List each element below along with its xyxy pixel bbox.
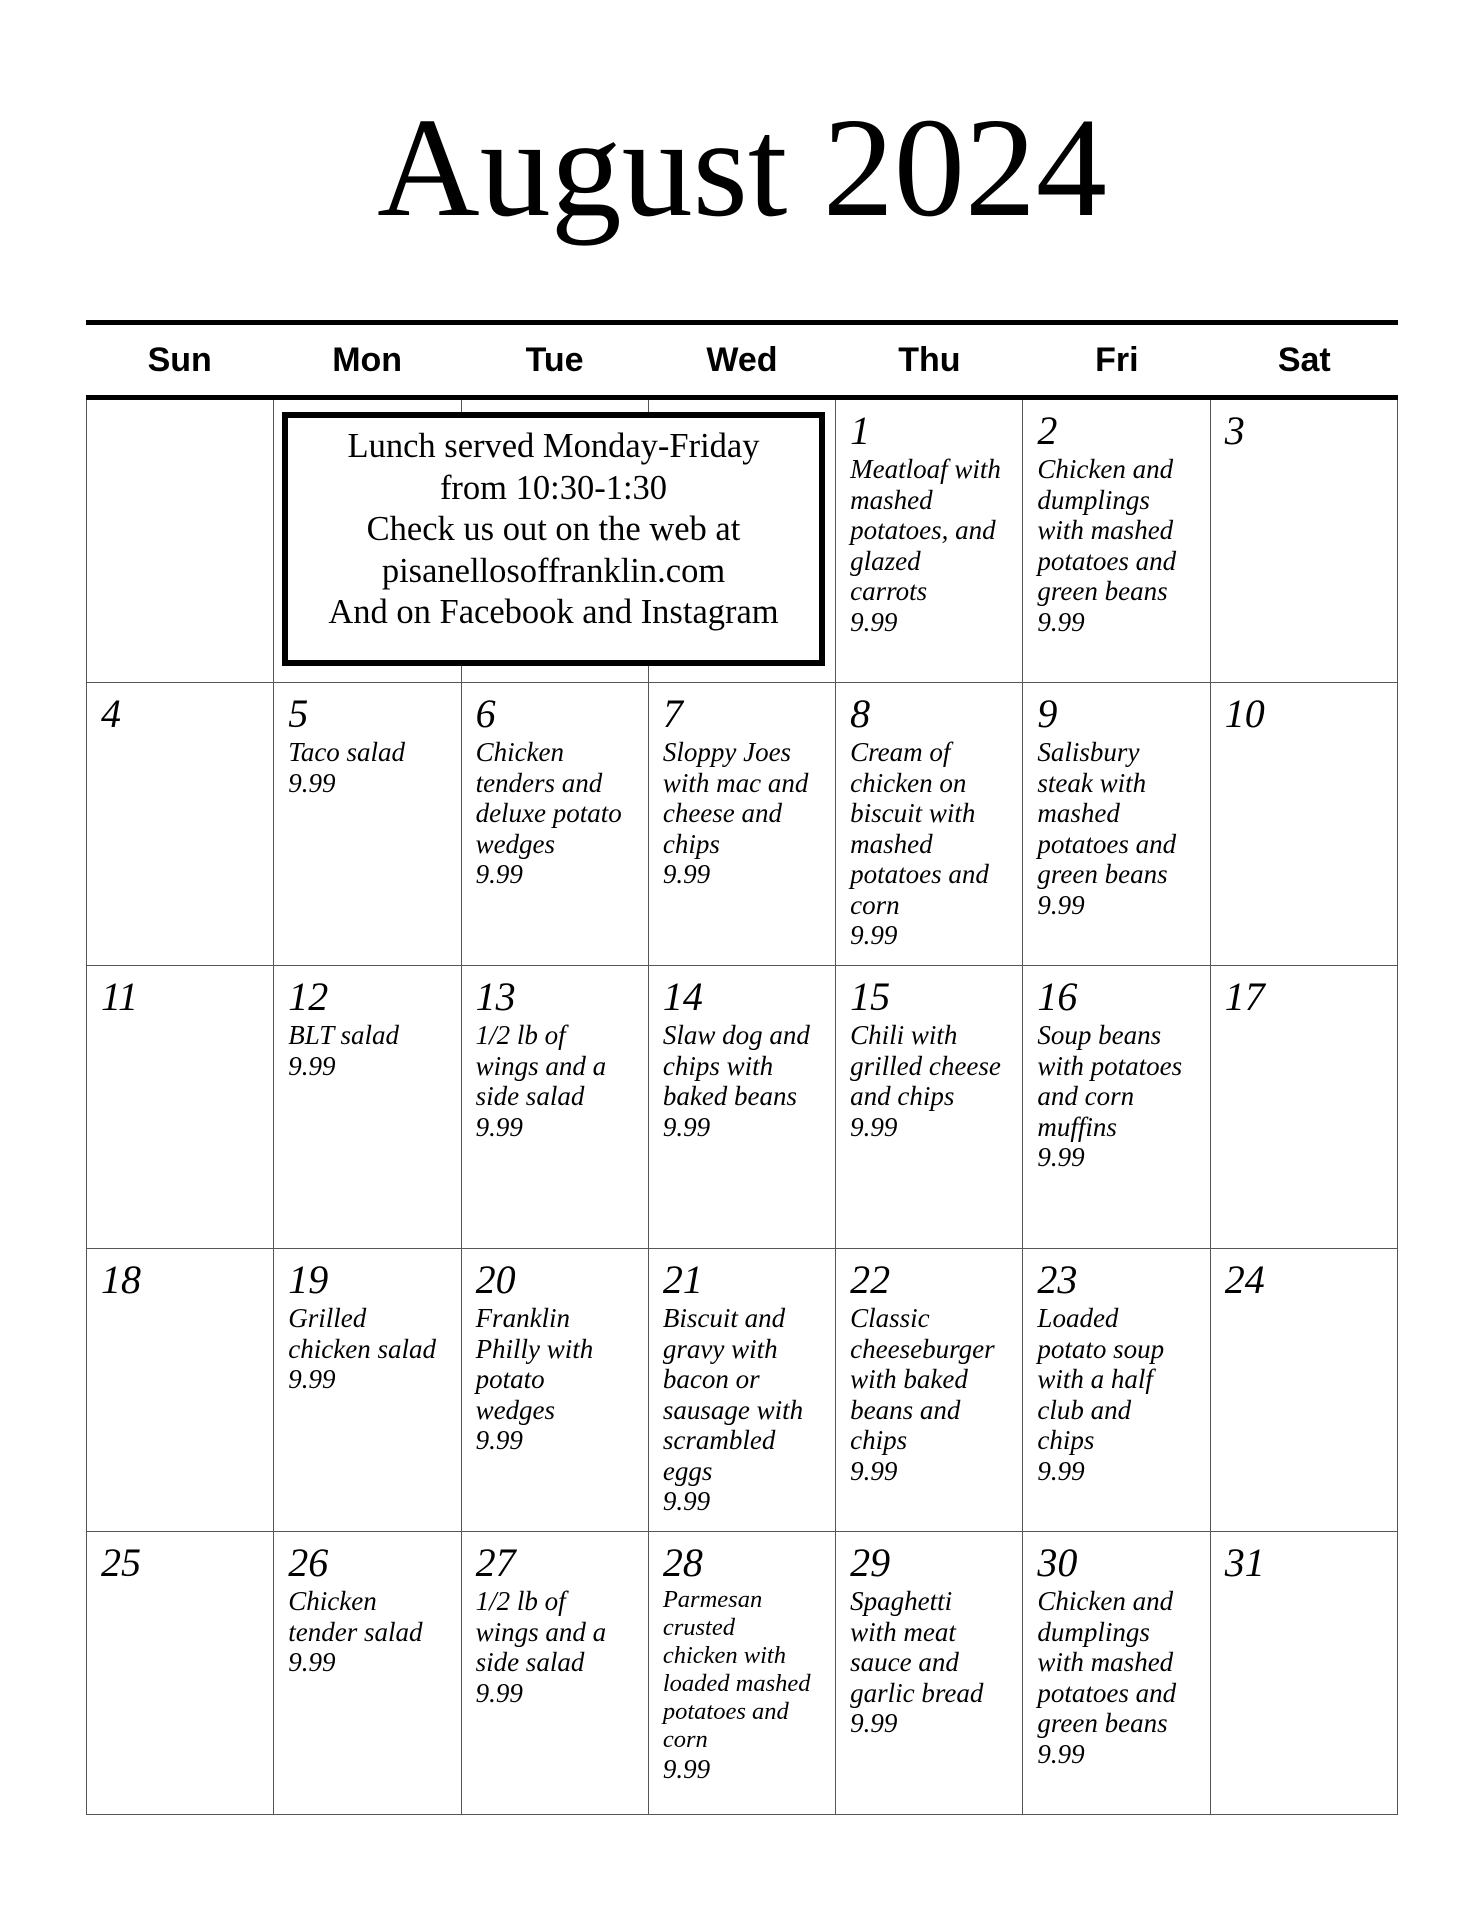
day-number: 2 xyxy=(1037,408,1058,453)
day-cell xyxy=(649,1249,836,1532)
day-number: 3 xyxy=(1224,408,1245,453)
day-cell xyxy=(649,683,836,966)
meal-description: 1/2 lb of wings and a side salad xyxy=(475,1020,607,1111)
meal-price: 9.99 xyxy=(662,859,711,889)
meal-price: 9.99 xyxy=(288,1647,336,1677)
day-number: 15 xyxy=(850,974,891,1019)
meal-description: Chicken tenders and deluxe potato wedges xyxy=(475,737,622,859)
meal-description: Chicken and dumplings with mashed potatoes and green beans xyxy=(1037,1586,1177,1738)
meal-description: Salisbury steak with mashed potatoes and green beans xyxy=(1037,737,1177,889)
meal-description: Franklin Philly with potato wedges xyxy=(475,1303,594,1425)
calendar-grid xyxy=(86,400,1398,1815)
day-cell xyxy=(836,966,1023,1249)
day-cell xyxy=(274,683,461,966)
day-number: 27 xyxy=(475,1540,516,1585)
weekday-sun: Sun xyxy=(147,341,212,379)
meal-price: 9.99 xyxy=(662,1754,711,1784)
day-cell xyxy=(1211,1249,1398,1532)
meal-price: 9.99 xyxy=(850,1111,898,1142)
day-number: 9 xyxy=(1037,691,1058,736)
meal-price: 9.99 xyxy=(1037,606,1085,637)
day-cell xyxy=(1211,966,1398,1249)
notice-website: pisanellosoffranklin.com xyxy=(381,551,726,590)
weekday-sat: Sat xyxy=(1277,341,1331,379)
meal-price: 9.99 xyxy=(288,1050,336,1081)
meal-description: Classic cheeseburger with baked beans and chips xyxy=(850,1303,995,1455)
day-cell xyxy=(649,966,836,1249)
day-number: 22 xyxy=(850,1257,891,1302)
meal-price: 9.99 xyxy=(850,1455,898,1486)
day-number: 12 xyxy=(288,974,329,1019)
meal-price: 9.99 xyxy=(475,859,523,889)
notice-line: And on Facebook and Instagram xyxy=(328,593,779,631)
meal-description: Sloppy Joes with mac and cheese and chips xyxy=(662,737,809,859)
meal-description: BLT salad xyxy=(288,1020,400,1050)
day-number: 10 xyxy=(1224,691,1265,736)
meal-description: Soup beans with potatoes and corn muffins xyxy=(1037,1020,1183,1142)
day-number: 24 xyxy=(1224,1257,1265,1302)
day-cell xyxy=(87,1249,274,1532)
meal-price: 9.99 xyxy=(1037,1738,1085,1769)
day-cell xyxy=(1023,400,1210,683)
meal-price: 9.99 xyxy=(1037,1142,1085,1172)
notice-line: from 10:30-1:30 xyxy=(439,468,668,507)
meal-description: 1/2 lb of wings and a side salad xyxy=(475,1586,607,1677)
page-title: August 2024 xyxy=(377,88,1107,246)
day-cell xyxy=(87,966,274,1249)
meal-price: 9.99 xyxy=(850,920,898,950)
day-number: 19 xyxy=(288,1257,329,1302)
weekday-wed: Wed xyxy=(706,341,778,379)
meal-description: Cream of chicken on biscuit with mashed potatoes and corn xyxy=(850,737,989,920)
day-cell xyxy=(1211,683,1398,966)
weekday-header xyxy=(86,320,1398,400)
day-number: 31 xyxy=(1224,1540,1265,1585)
day-number: 30 xyxy=(1037,1540,1078,1585)
meal-price: 9.99 xyxy=(475,1425,523,1455)
meal-description: Loaded potato soup with a half club and chips xyxy=(1037,1303,1165,1455)
day-number: 11 xyxy=(101,974,139,1019)
weekday-mon: Mon xyxy=(332,341,403,379)
meal-description: Chili with grilled cheese and chips xyxy=(850,1020,1001,1111)
meal-description: Parmesan crusted chicken with loaded mashed potatoes and corn xyxy=(662,1586,811,1753)
day-cell xyxy=(87,683,274,966)
meal-description: Chicken and dumplings with mashed potatoes and green beans xyxy=(1037,454,1177,606)
day-number: 20 xyxy=(475,1257,516,1302)
day-number: 23 xyxy=(1037,1257,1078,1302)
day-number: 7 xyxy=(662,691,683,736)
weekday-fri: Fri xyxy=(1095,341,1139,379)
meal-price: 9.99 xyxy=(288,767,336,798)
day-number: 14 xyxy=(662,974,703,1019)
day-cell xyxy=(836,1249,1023,1532)
day-cell xyxy=(87,400,274,683)
day-number: 8 xyxy=(850,691,871,736)
day-cell xyxy=(1023,966,1210,1249)
meal-description: Biscuit and gravy with bacon or sausage with scrambled eggs xyxy=(662,1303,804,1486)
meal-description: Taco salad xyxy=(288,737,406,767)
day-cell xyxy=(649,1532,836,1815)
meal-price: 9.99 xyxy=(662,1111,711,1142)
day-number: 29 xyxy=(850,1540,891,1585)
lunch-notice-box xyxy=(282,412,825,666)
day-cell xyxy=(1023,1532,1210,1815)
day-cell xyxy=(836,683,1023,966)
day-number: 25 xyxy=(101,1540,141,1585)
meal-description: Chicken tender salad xyxy=(288,1586,423,1647)
day-number: 17 xyxy=(1224,974,1265,1019)
day-number: 16 xyxy=(1037,974,1078,1019)
day-number: 1 xyxy=(850,408,871,453)
day-number: 26 xyxy=(288,1540,329,1585)
day-cell xyxy=(274,966,461,1249)
meal-description: Slaw dog and chips with baked beans xyxy=(662,1020,810,1111)
day-cell xyxy=(1211,1532,1398,1815)
day-cell xyxy=(274,1249,461,1532)
day-number: 21 xyxy=(662,1257,703,1302)
day-number: 4 xyxy=(101,691,121,736)
day-cell xyxy=(462,966,649,1249)
meal-price: 9.99 xyxy=(662,1486,711,1516)
day-cell xyxy=(836,1532,1023,1815)
meal-description: Meatloaf with mashed potatoes, and glazed carrots xyxy=(850,454,1001,606)
day-cell xyxy=(1211,400,1398,683)
weekday-thu: Thu xyxy=(898,341,961,379)
notice-line: Check us out on the web at xyxy=(366,510,741,548)
day-cell xyxy=(462,1249,649,1532)
day-cell xyxy=(462,1532,649,1815)
meal-price: 9.99 xyxy=(1037,889,1085,920)
day-number: 6 xyxy=(475,691,496,736)
meal-price: 9.99 xyxy=(475,1111,523,1142)
day-cell xyxy=(87,1532,274,1815)
weekday-tue: Tue xyxy=(525,341,584,379)
notice-line: Lunch served Monday-Friday xyxy=(347,427,760,465)
meal-price: 9.99 xyxy=(850,606,898,637)
day-cell xyxy=(462,683,649,966)
day-cell xyxy=(1023,1249,1210,1532)
meal-price: 9.99 xyxy=(850,1708,898,1738)
meal-price: 9.99 xyxy=(288,1364,336,1394)
day-number: 28 xyxy=(662,1540,703,1585)
day-cell xyxy=(1023,683,1210,966)
day-cell xyxy=(274,1532,461,1815)
day-cell xyxy=(836,400,1023,683)
day-number: 13 xyxy=(475,974,516,1019)
calendar xyxy=(86,320,1398,1815)
meal-description: Spaghetti with meat sauce and garlic bread xyxy=(850,1586,984,1708)
meal-price: 9.99 xyxy=(1037,1455,1085,1486)
day-number: 5 xyxy=(288,691,309,736)
meal-price: 9.99 xyxy=(475,1677,523,1708)
day-number: 18 xyxy=(101,1257,141,1302)
meal-description: Grilled chicken salad xyxy=(288,1303,436,1364)
